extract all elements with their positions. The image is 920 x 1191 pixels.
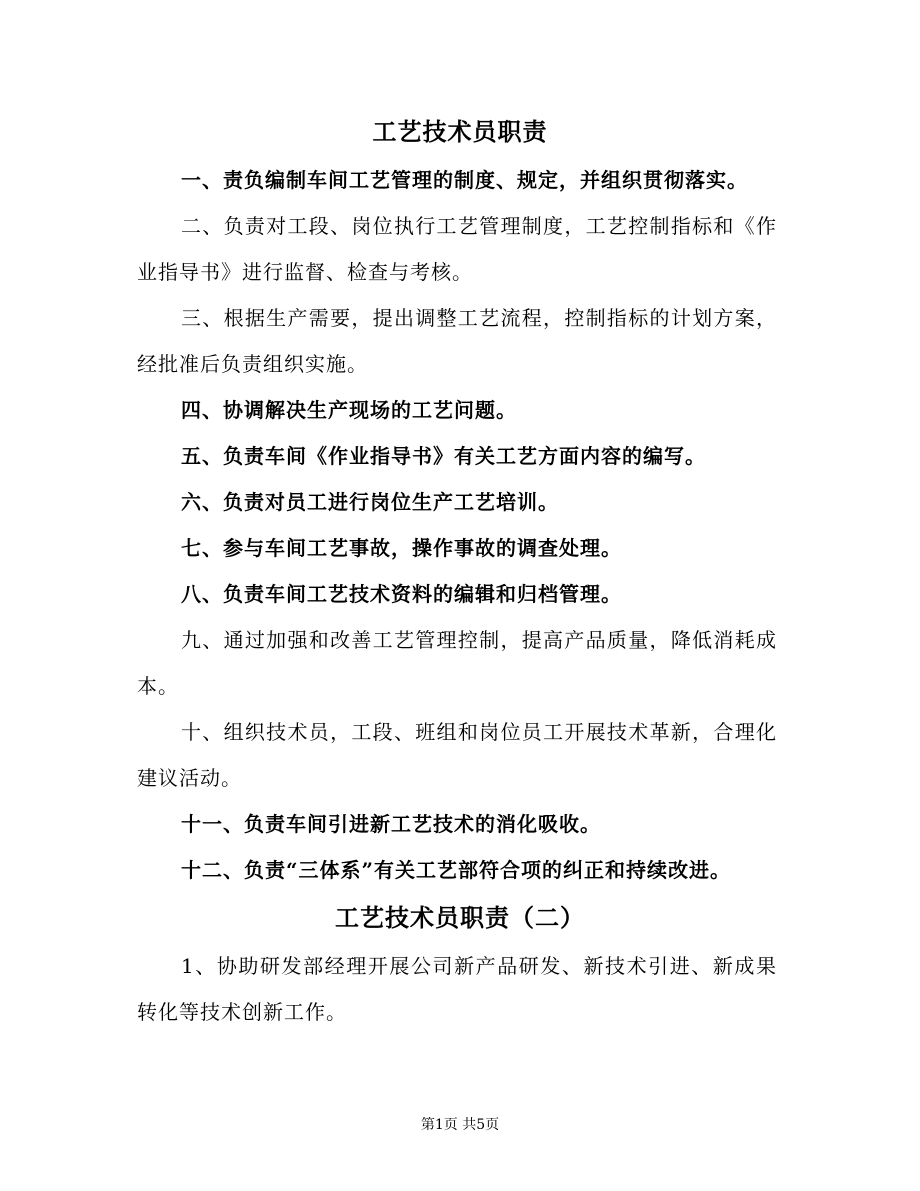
duty-item-9: 九、通过加强和改善工艺管理控制，提高产品质量，降低消耗成本。 <box>137 628 777 698</box>
duty-item-2: 二、负责对工段、岗位执行工艺管理制度，工艺控制指标和《作业指导书》进行监督、检查与考核。 <box>137 214 777 284</box>
duty-item-7: 七、参与车间工艺事故，操作事故的调查处理。 <box>181 536 622 560</box>
page-number: 第1页 共5页 <box>420 1117 500 1133</box>
duty-item-12: 十二、负责“三体系”有关工艺部符合项的纠正和持续改进。 <box>181 858 732 882</box>
duty-item-11: 十一、负责车间引进新工艺技术的消化吸收。 <box>181 812 601 836</box>
duty-item-10: 十、组织技术员，工段、班组和岗位员工开展技术革新，合理化建议活动。 <box>137 720 777 790</box>
duty-item-6: 六、负责对员工进行岗位生产工艺培训。 <box>181 490 559 514</box>
duty-item-1: 一、责负编制车间工艺管理的制度、规定，并组织贯彻落实。 <box>181 168 748 192</box>
duty-item-3: 三、根据生产需要，提出调整工艺流程，控制指标的计划方案，经批准后负责组织实施。 <box>137 306 777 376</box>
duty-item-8: 八、负责车间工艺技术资料的编辑和归档管理。 <box>181 582 622 606</box>
document-title: 工艺技术员职责 <box>372 117 548 146</box>
duty-item-4: 四、协调解决生产现场的工艺问题。 <box>181 398 517 422</box>
section-title-2: 工艺技术员职责（二） <box>335 903 585 932</box>
duty-2-item-1: 1、协助研发部经理开展公司新产品研发、新技术引进、新成果转化等技术创新工作。 <box>137 954 777 1024</box>
duty-item-5: 五、负责车间《作业指导书》有关工艺方面内容的编写。 <box>181 444 706 468</box>
